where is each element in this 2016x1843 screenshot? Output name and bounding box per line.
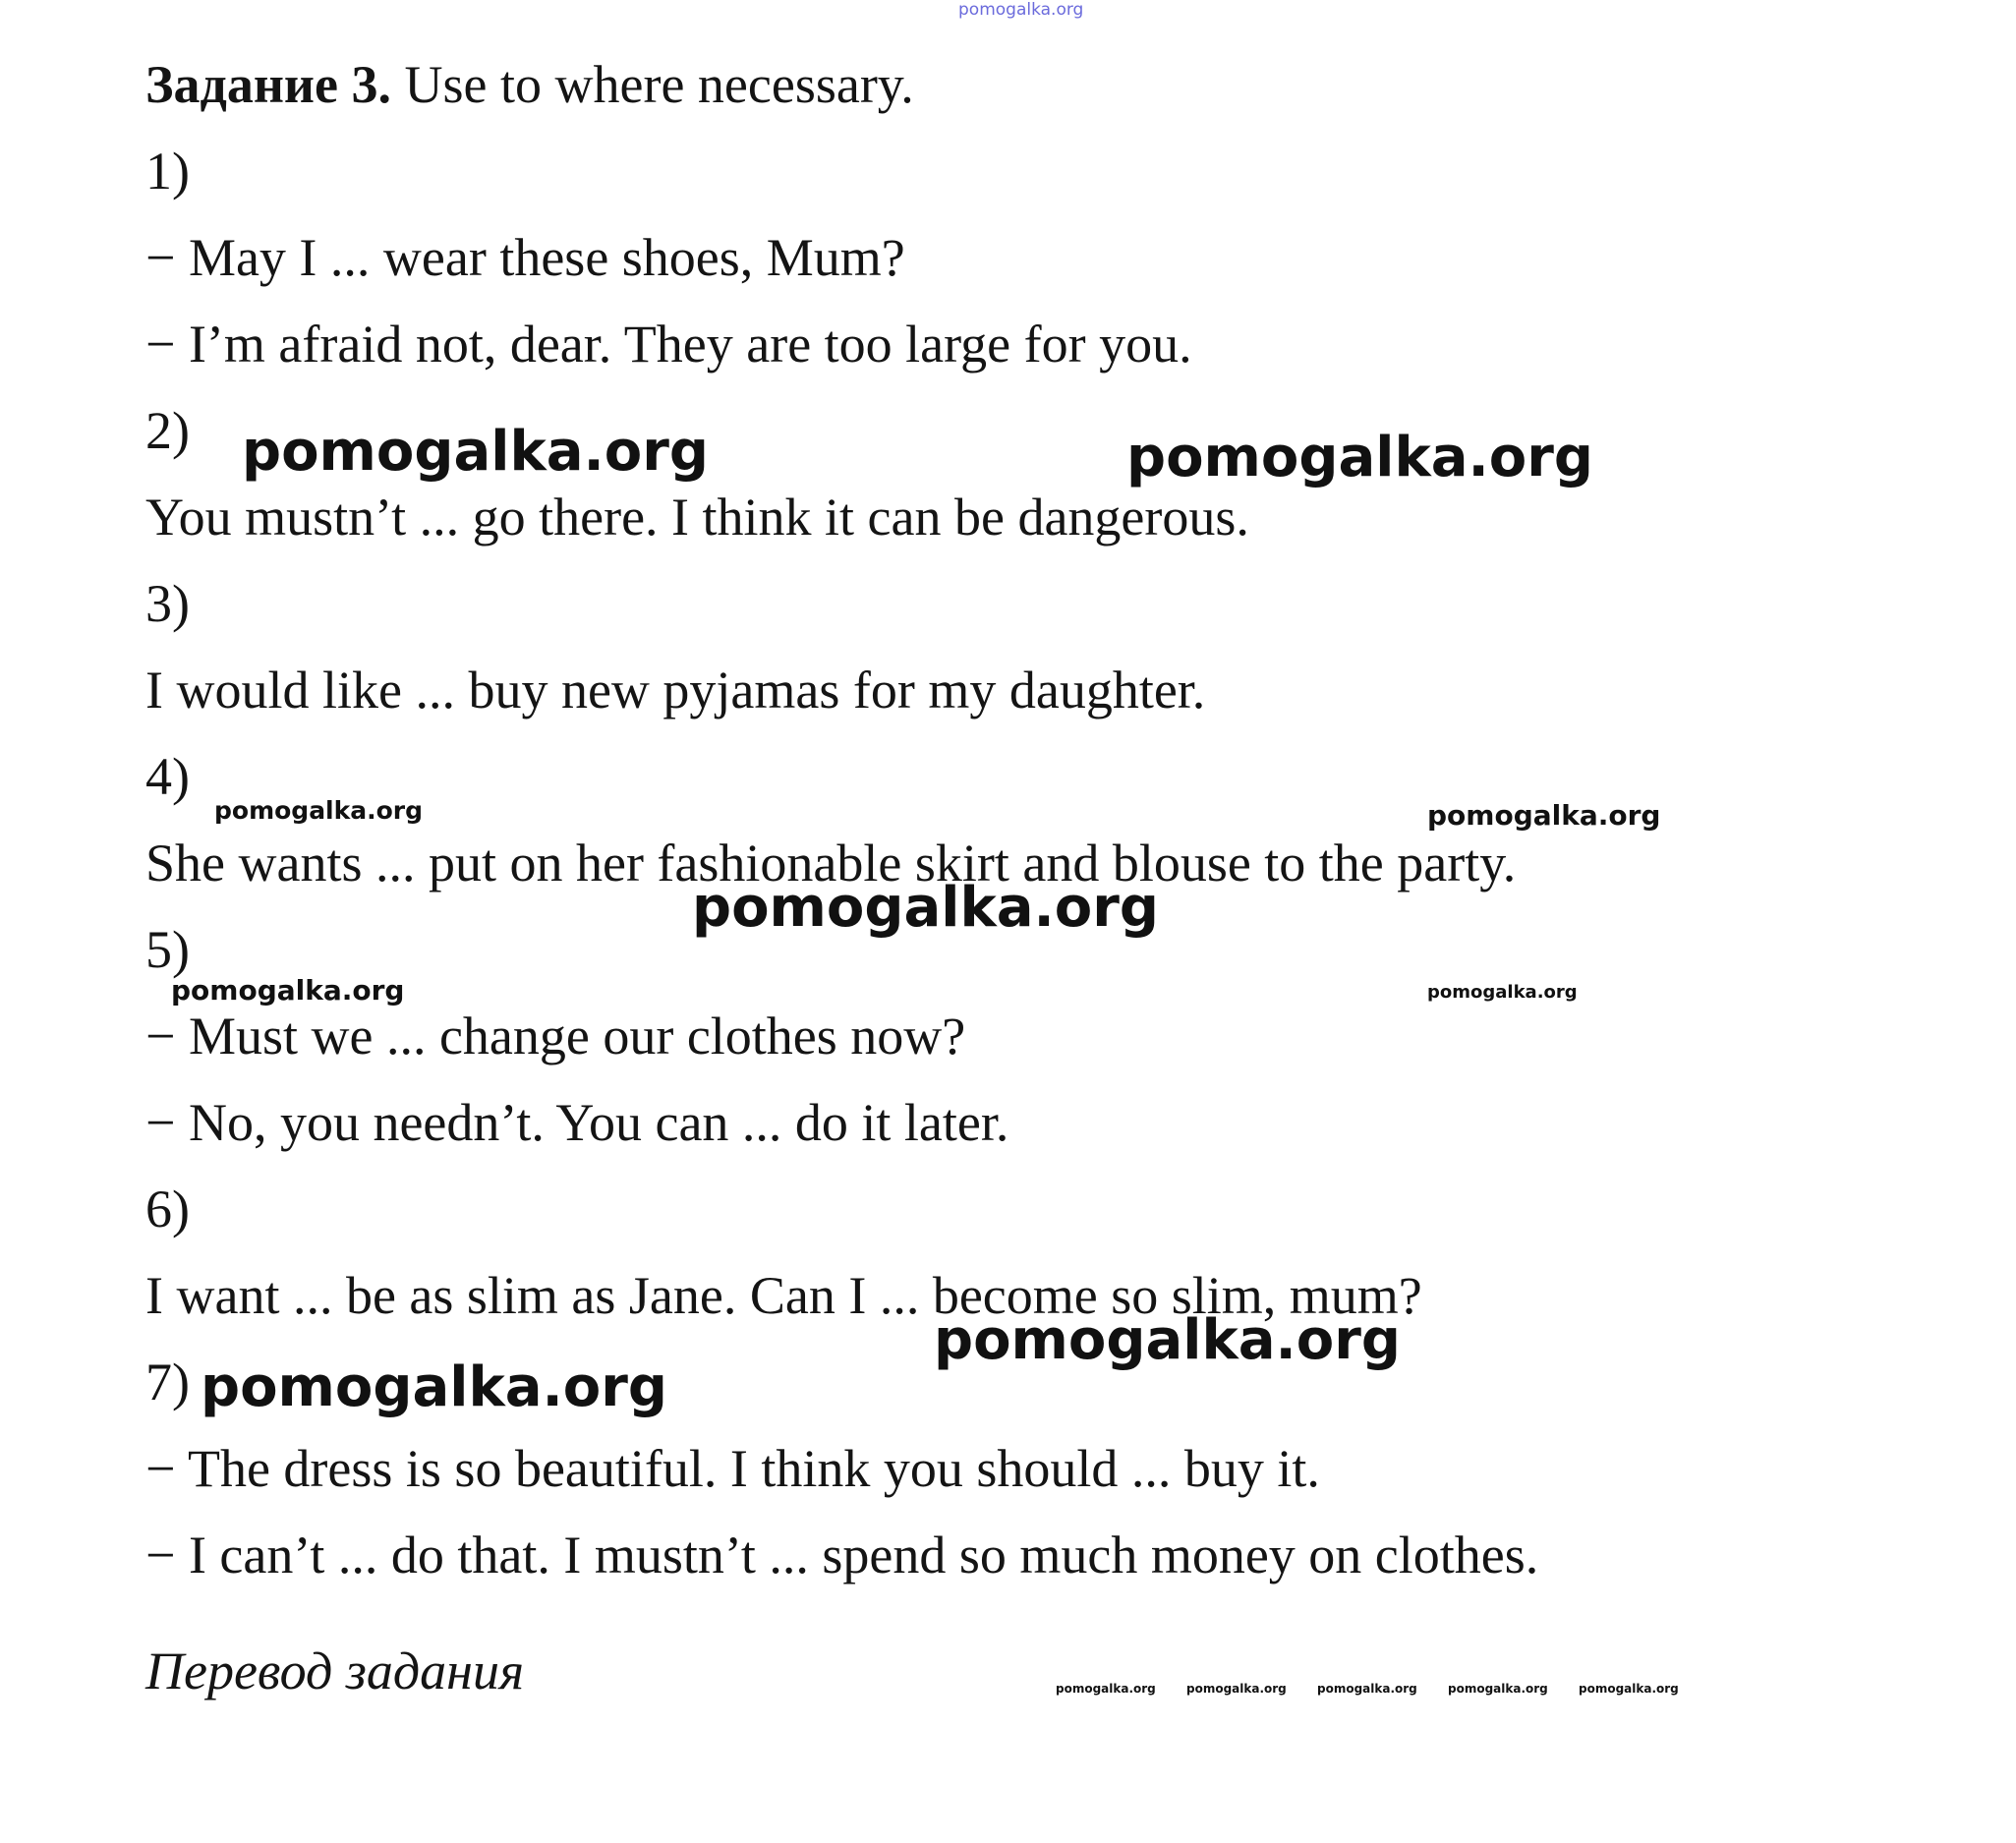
watermark-large: pomogalka.org xyxy=(1126,426,1593,490)
watermark-tiny: pomogalka.org xyxy=(1427,982,1578,1003)
watermark-large: pomogalka.org xyxy=(692,876,1159,940)
item-1-number: 1) xyxy=(145,142,190,201)
translation-heading: Перевод задания xyxy=(145,1641,525,1700)
watermark-medium: pomogalka.org xyxy=(171,974,405,1007)
item-7-line-2: − I can’t ... do that. I mustn’t ... spend so much money on clothes. xyxy=(145,1526,1539,1584)
item-4-line-1: She wants ... put on her fashionable skirt and blouse to the party. xyxy=(145,834,1517,893)
watermark-micro: pomogalka.org xyxy=(1448,1682,1548,1696)
item-5-number: 5) xyxy=(145,920,190,979)
task-instruction: Use to where necessary. xyxy=(404,55,914,114)
item-4-number: 4) xyxy=(145,747,190,806)
item-6-number: 6) xyxy=(145,1180,190,1238)
watermark-small: pomogalka.org xyxy=(214,796,424,825)
watermark-micro: pomogalka.org xyxy=(1579,1682,1679,1696)
watermark-micro: pomogalka.org xyxy=(1317,1682,1417,1696)
watermark-large: pomogalka.org xyxy=(934,1308,1401,1372)
item-2-line-1: You mustn’t ... go there. I think it can be dangerous. xyxy=(145,488,1249,547)
item-3-number: 3) xyxy=(145,574,190,633)
item-1-line-1: − May I ... wear these shoes, Mum? xyxy=(145,228,905,287)
watermark-medium: pomogalka.org xyxy=(1427,799,1661,832)
task-title xyxy=(145,53,914,116)
item-7-number: 7) xyxy=(145,1353,190,1411)
item-1-line-2: − I’m afraid not, dear. They are too large for you. xyxy=(145,315,1192,374)
item-5-line-1: − Must we ... change our clothes now? xyxy=(145,1007,966,1065)
watermark-large: pomogalka.org xyxy=(201,1355,667,1419)
item-6-line-1: I want ... be as slim as Jane. Can I ... become so slim, mum? xyxy=(145,1266,1422,1325)
item-5-line-2: − No, you needn’t. You can ... do it later. xyxy=(145,1093,1009,1152)
item-3-line-1: I would like ... buy new pyjamas for my daughter. xyxy=(145,661,1206,720)
watermark-large: pomogalka.org xyxy=(242,420,709,484)
watermark-top: pomogalka.org xyxy=(958,0,1084,20)
watermark-micro: pomogalka.org xyxy=(1186,1682,1287,1696)
task-label: Задание 3. xyxy=(145,55,392,114)
item-2-number: 2) xyxy=(145,401,190,460)
watermark-micro: pomogalka.org xyxy=(1056,1682,1156,1696)
item-7-line-1: − The dress is so beautiful. I think you should ... buy it. xyxy=(145,1439,1320,1498)
